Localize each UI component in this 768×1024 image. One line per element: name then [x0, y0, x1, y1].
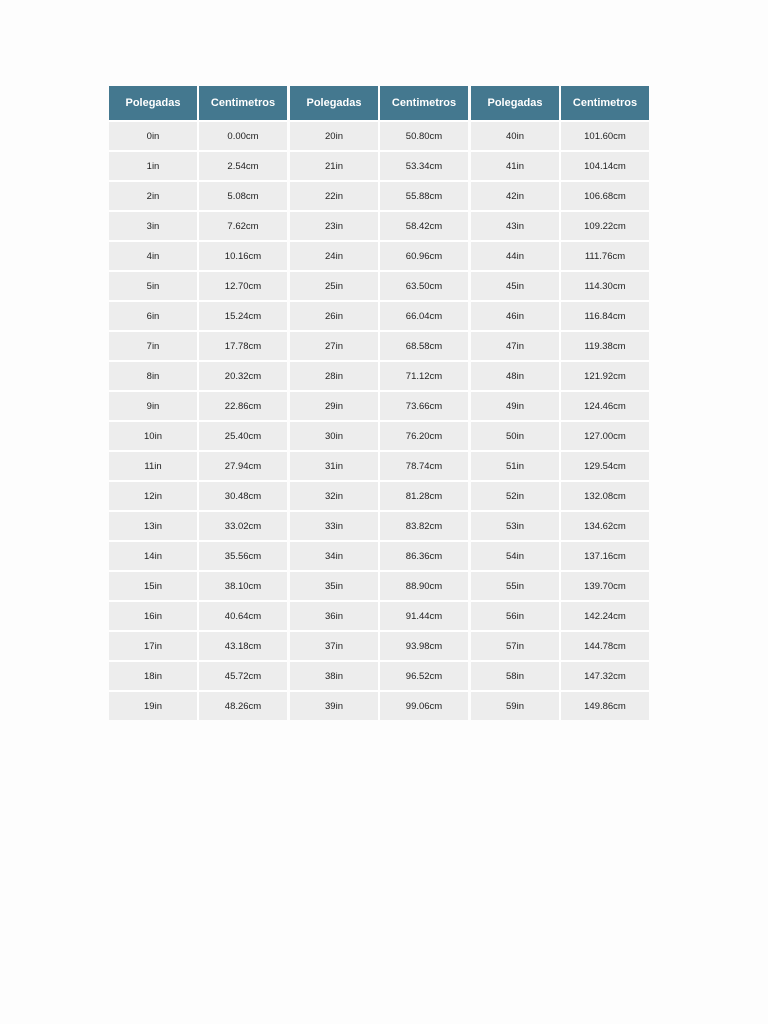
table-row	[290, 331, 468, 361]
conversion-table-3	[471, 86, 649, 720]
inches-cell: 9in	[109, 391, 198, 421]
inches-cell: 55in	[471, 571, 560, 601]
table-row	[109, 181, 287, 211]
table-body	[290, 121, 468, 720]
inches-cell: 53in	[471, 511, 560, 541]
centimeters-cell: 10.16cm	[198, 241, 287, 271]
centimeters-cell: 27.94cm	[198, 451, 287, 481]
centimeters-cell: 12.70cm	[198, 271, 287, 301]
table-row	[290, 661, 468, 691]
inches-cell: 47in	[471, 331, 560, 361]
inches-cell: 4in	[109, 241, 198, 271]
inches-cell: 35in	[290, 571, 379, 601]
table-row	[471, 421, 649, 451]
table-row	[109, 151, 287, 181]
inches-cell: 10in	[109, 421, 198, 451]
centimeters-cell: 83.82cm	[379, 511, 468, 541]
table-row	[290, 481, 468, 511]
table-row	[290, 301, 468, 331]
table-row	[290, 271, 468, 301]
centimeters-cell: 134.62cm	[560, 511, 649, 541]
table-row	[109, 301, 287, 331]
centimeters-cell: 111.76cm	[560, 241, 649, 271]
centimeters-cell: 45.72cm	[198, 661, 287, 691]
inches-cell: 34in	[290, 541, 379, 571]
centimeters-cell: 2.54cm	[198, 151, 287, 181]
centimeters-cell: 76.20cm	[379, 421, 468, 451]
table-row	[471, 181, 649, 211]
inches-cell: 20in	[290, 121, 379, 151]
table-row	[109, 121, 287, 151]
centimeters-cell: 25.40cm	[198, 421, 287, 451]
inches-cell: 16in	[109, 601, 198, 631]
inches-cell: 3in	[109, 211, 198, 241]
table-row	[109, 361, 287, 391]
inches-cell: 15in	[109, 571, 198, 601]
inches-cell: 7in	[109, 331, 198, 361]
table-row	[471, 511, 649, 541]
centimeters-cell: 40.64cm	[198, 601, 287, 631]
inches-cell: 30in	[290, 421, 379, 451]
table-row	[471, 151, 649, 181]
inches-cell: 6in	[109, 301, 198, 331]
inches-cell: 54in	[471, 541, 560, 571]
inches-cell: 28in	[290, 361, 379, 391]
table-row	[290, 421, 468, 451]
centimeters-cell: 101.60cm	[560, 121, 649, 151]
centimeters-cell: 50.80cm	[379, 121, 468, 151]
centimeters-cell: 66.04cm	[379, 301, 468, 331]
centimeters-cell: 0.00cm	[198, 121, 287, 151]
centimeters-cell: 38.10cm	[198, 571, 287, 601]
centimeters-cell: 71.12cm	[379, 361, 468, 391]
table-row	[290, 241, 468, 271]
centimeters-cell: 142.24cm	[560, 601, 649, 631]
table-row	[290, 541, 468, 571]
centimeters-cell: 147.32cm	[560, 661, 649, 691]
centimeters-cell: 7.62cm	[198, 211, 287, 241]
centimeters-cell: 96.52cm	[379, 661, 468, 691]
centimeters-cell: 121.92cm	[560, 361, 649, 391]
inches-cell: 38in	[290, 661, 379, 691]
table-row	[471, 481, 649, 511]
table-row	[290, 601, 468, 631]
inches-cell: 50in	[471, 421, 560, 451]
inches-cell: 33in	[290, 511, 379, 541]
inches-cell: 13in	[109, 511, 198, 541]
centimeters-cell: 30.48cm	[198, 481, 287, 511]
centimeters-cell: 149.86cm	[560, 691, 649, 720]
inches-cell: 36in	[290, 601, 379, 631]
centimeters-cell: 129.54cm	[560, 451, 649, 481]
inches-cell: 26in	[290, 301, 379, 331]
header-centimeters: Centimetros	[379, 86, 468, 121]
inches-cell: 5in	[109, 271, 198, 301]
inches-cell: 8in	[109, 361, 198, 391]
inches-cell: 39in	[290, 691, 379, 720]
table-row	[471, 631, 649, 661]
inches-cell: 40in	[471, 121, 560, 151]
centimeters-cell: 20.32cm	[198, 361, 287, 391]
inches-cell: 17in	[109, 631, 198, 661]
centimeters-cell: 132.08cm	[560, 481, 649, 511]
inches-cell: 2in	[109, 181, 198, 211]
table-header-row	[471, 86, 649, 121]
centimeters-cell: 104.14cm	[560, 151, 649, 181]
table-row	[109, 631, 287, 661]
centimeters-cell: 106.68cm	[560, 181, 649, 211]
inches-cell: 19in	[109, 691, 198, 720]
table-row	[471, 361, 649, 391]
inches-cell: 51in	[471, 451, 560, 481]
inches-cell: 48in	[471, 361, 560, 391]
header-centimeters: Centimetros	[198, 86, 287, 121]
table-row	[471, 541, 649, 571]
inches-cell: 0in	[109, 121, 198, 151]
centimeters-cell: 60.96cm	[379, 241, 468, 271]
header-inches: Polegadas	[290, 86, 379, 121]
table-row	[290, 691, 468, 720]
centimeters-cell: 88.90cm	[379, 571, 468, 601]
centimeters-cell: 22.86cm	[198, 391, 287, 421]
table-row	[290, 451, 468, 481]
inches-cell: 58in	[471, 661, 560, 691]
centimeters-cell: 68.58cm	[379, 331, 468, 361]
inches-cell: 24in	[290, 241, 379, 271]
table-row	[290, 391, 468, 421]
centimeters-cell: 58.42cm	[379, 211, 468, 241]
table-body	[471, 121, 649, 720]
table-row	[290, 151, 468, 181]
table-row	[471, 241, 649, 271]
centimeters-cell: 73.66cm	[379, 391, 468, 421]
inches-cell: 14in	[109, 541, 198, 571]
inches-cell: 31in	[290, 451, 379, 481]
table-row	[109, 601, 287, 631]
table-body	[109, 121, 287, 720]
centimeters-cell: 137.16cm	[560, 541, 649, 571]
centimeters-cell: 5.08cm	[198, 181, 287, 211]
table-row	[290, 361, 468, 391]
inches-cell: 43in	[471, 211, 560, 241]
centimeters-cell: 116.84cm	[560, 301, 649, 331]
table-row	[290, 121, 468, 151]
table-row	[109, 421, 287, 451]
inches-cell: 59in	[471, 691, 560, 720]
table-header-row	[290, 86, 468, 121]
table-row	[471, 571, 649, 601]
centimeters-cell: 15.24cm	[198, 301, 287, 331]
table-row	[471, 691, 649, 720]
centimeters-cell: 53.34cm	[379, 151, 468, 181]
inches-cell: 44in	[471, 241, 560, 271]
centimeters-cell: 86.36cm	[379, 541, 468, 571]
inches-cell: 21in	[290, 151, 379, 181]
header-centimeters: Centimetros	[560, 86, 649, 121]
inches-cell: 37in	[290, 631, 379, 661]
centimeters-cell: 114.30cm	[560, 271, 649, 301]
table-row	[471, 451, 649, 481]
inches-cell: 57in	[471, 631, 560, 661]
table-row	[109, 271, 287, 301]
conversion-table-1	[109, 86, 287, 720]
conversion-table-2	[290, 86, 468, 720]
centimeters-cell: 144.78cm	[560, 631, 649, 661]
inches-cell: 18in	[109, 661, 198, 691]
header-inches: Polegadas	[471, 86, 560, 121]
table-row	[471, 661, 649, 691]
inches-cell: 49in	[471, 391, 560, 421]
inches-cell: 45in	[471, 271, 560, 301]
centimeters-cell: 93.98cm	[379, 631, 468, 661]
conversion-tables	[109, 86, 649, 720]
header-inches: Polegadas	[109, 86, 198, 121]
centimeters-cell: 43.18cm	[198, 631, 287, 661]
inches-cell: 25in	[290, 271, 379, 301]
table-row	[471, 121, 649, 151]
centimeters-cell: 91.44cm	[379, 601, 468, 631]
inches-cell: 46in	[471, 301, 560, 331]
table-row	[471, 601, 649, 631]
centimeters-cell: 81.28cm	[379, 481, 468, 511]
table-row	[290, 211, 468, 241]
table-row	[471, 211, 649, 241]
table-row	[109, 571, 287, 601]
inches-cell: 12in	[109, 481, 198, 511]
centimeters-cell: 33.02cm	[198, 511, 287, 541]
centimeters-cell: 119.38cm	[560, 331, 649, 361]
centimeters-cell: 55.88cm	[379, 181, 468, 211]
table-header-row	[109, 86, 287, 121]
centimeters-cell: 48.26cm	[198, 691, 287, 720]
table-row	[471, 301, 649, 331]
centimeters-cell: 127.00cm	[560, 421, 649, 451]
centimeters-cell: 35.56cm	[198, 541, 287, 571]
centimeters-cell: 17.78cm	[198, 331, 287, 361]
centimeters-cell: 99.06cm	[379, 691, 468, 720]
inches-cell: 42in	[471, 181, 560, 211]
inches-cell: 27in	[290, 331, 379, 361]
table-row	[109, 241, 287, 271]
inches-cell: 22in	[290, 181, 379, 211]
table-row	[290, 631, 468, 661]
inches-cell: 41in	[471, 151, 560, 181]
table-row	[290, 571, 468, 601]
inches-cell: 1in	[109, 151, 198, 181]
table-row	[290, 181, 468, 211]
table-row	[471, 271, 649, 301]
inches-cell: 11in	[109, 451, 198, 481]
table-row	[109, 541, 287, 571]
table-row	[109, 481, 287, 511]
inches-cell: 56in	[471, 601, 560, 631]
centimeters-cell: 109.22cm	[560, 211, 649, 241]
centimeters-cell: 78.74cm	[379, 451, 468, 481]
table-row	[109, 511, 287, 541]
centimeters-cell: 63.50cm	[379, 271, 468, 301]
table-row	[109, 661, 287, 691]
inches-cell: 29in	[290, 391, 379, 421]
inches-cell: 23in	[290, 211, 379, 241]
centimeters-cell: 139.70cm	[560, 571, 649, 601]
table-row	[471, 391, 649, 421]
table-row	[290, 511, 468, 541]
table-row	[109, 331, 287, 361]
table-row	[471, 331, 649, 361]
centimeters-cell: 124.46cm	[560, 391, 649, 421]
inches-cell: 32in	[290, 481, 379, 511]
table-row	[109, 211, 287, 241]
inches-cell: 52in	[471, 481, 560, 511]
table-row	[109, 391, 287, 421]
table-row	[109, 691, 287, 720]
table-row	[109, 451, 287, 481]
